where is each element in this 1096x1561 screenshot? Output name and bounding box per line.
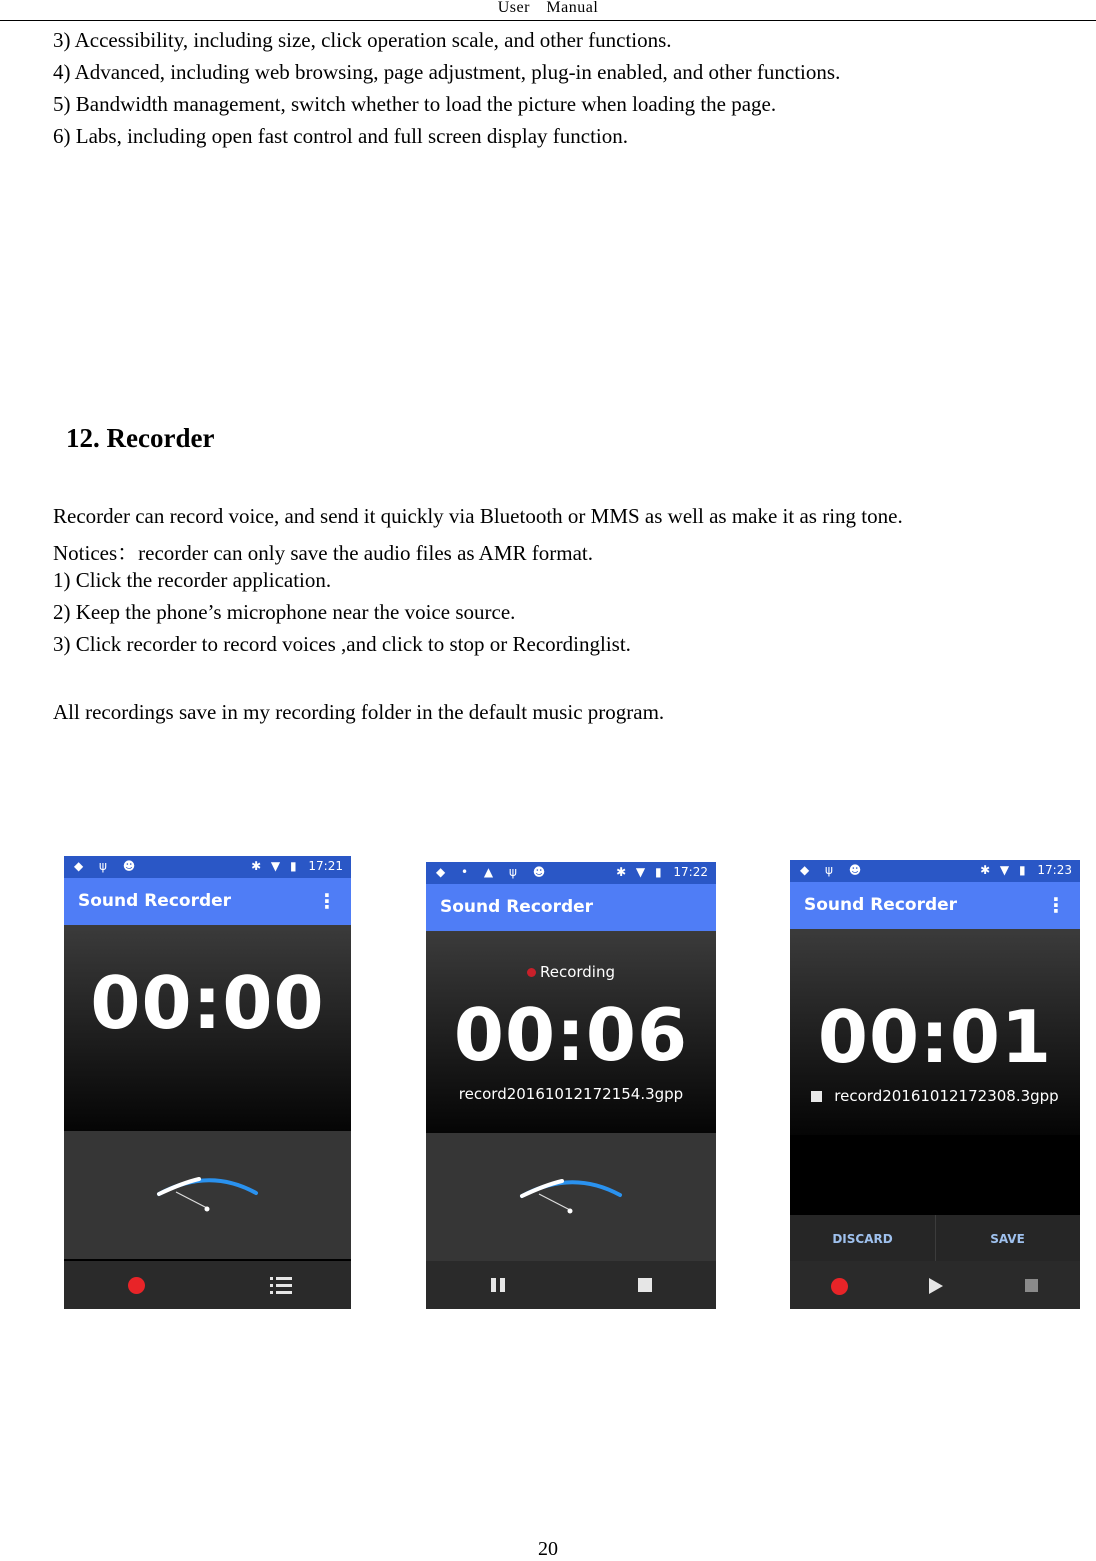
app-title: Sound Recorder: [78, 891, 232, 911]
app-bar: [64, 878, 351, 925]
recorder-step-3: 3) Click recorder to record voices ,and click to stop or Recordinglist.: [53, 632, 631, 656]
timer-display: 00:06: [453, 993, 689, 1077]
page-header: [0, 0, 1096, 21]
discard-save-bar: [790, 1215, 1080, 1263]
app-bar: [790, 882, 1080, 929]
pause-icon[interactable]: [491, 1278, 505, 1292]
status-bar: [426, 862, 716, 884]
notification-icons: ◆ ψ ☻: [74, 859, 142, 873]
recorder-notice: Notices：recorder can only save the audio files as AMR format.: [53, 541, 594, 565]
section-title: 12. Recorder: [66, 423, 215, 453]
status-time: 17:22: [673, 865, 708, 879]
more-vert-icon[interactable]: ⋮: [1046, 893, 1066, 917]
level-meter-icon: [64, 1131, 351, 1259]
app-bar: [426, 884, 716, 931]
checkbox-icon[interactable]: [811, 1091, 822, 1102]
recorder-note: All recordings save in my recording folder in the default music program.: [53, 700, 665, 724]
app-title: Sound Recorder: [804, 895, 958, 915]
notification-icons: ◆ • ▲ ψ ☻: [436, 865, 552, 879]
discard-button[interactable]: DISCARD: [832, 1232, 893, 1246]
screenshot-stopped: [790, 860, 1080, 1309]
notification-icons: ◆ ψ ☻: [800, 863, 868, 877]
system-icons: ✱ ▼ ▮ 17:23: [980, 863, 1072, 877]
recording-label: Recording: [539, 963, 616, 981]
status-time: 17:23: [1037, 863, 1072, 877]
timer-area: [790, 929, 1080, 1135]
level-meter-panel: [426, 1133, 716, 1261]
more-vert-icon[interactable]: ⋮: [317, 889, 337, 913]
screenshot-recording: [426, 862, 716, 1309]
recording-dot-icon: [527, 968, 536, 977]
recorder-step-1: 1) Click the recorder application.: [53, 568, 332, 592]
browser-item-6: 6) Labs, including open fast control and full screen display function.: [53, 124, 629, 148]
header-left: User: [497, 0, 530, 16]
file-row: [790, 1087, 1080, 1105]
save-button[interactable]: SAVE: [990, 1232, 1025, 1246]
timer-area: [64, 925, 351, 1131]
file-name: record20161012172308.3gpp: [834, 1087, 1059, 1105]
control-bar: [64, 1261, 351, 1309]
status-bar: [64, 856, 351, 878]
browser-item-5: 5) Bandwidth management, switch whether to load the picture when loading the page.: [53, 92, 777, 116]
browser-item-3: 3) Accessibility, including size, click operation scale, and other functions.: [53, 28, 672, 52]
recorder-step-2: 2) Keep the phone’s microphone near the voice source.: [53, 600, 516, 624]
control-bar: [426, 1261, 716, 1309]
record-icon[interactable]: [128, 1277, 145, 1294]
record-icon[interactable]: [831, 1278, 848, 1295]
stop-icon[interactable]: [638, 1278, 652, 1292]
recorder-intro: Recorder can record voice, and send it quickly via Bluetooth or MMS as well as make it as ring tone.: [53, 504, 903, 528]
level-meter-panel: [64, 1131, 351, 1259]
stop-icon[interactable]: [1025, 1279, 1038, 1292]
timer-area: [426, 931, 716, 1133]
status-bar: [790, 860, 1080, 882]
page-number: 20: [538, 1538, 558, 1560]
control-bar: [790, 1261, 1080, 1309]
status-time: 17:21: [308, 859, 343, 873]
timer-display: 00:01: [817, 995, 1053, 1079]
browser-item-4: 4) Advanced, including web browsing, page adjustment, plug-in enabled, and other functions.: [53, 60, 841, 84]
list-icon[interactable]: [270, 1276, 292, 1294]
level-meter-icon: [426, 1133, 716, 1261]
recording-status: [426, 963, 716, 981]
screenshot-idle: [64, 856, 351, 1309]
system-icons: ✱ ▼ ▮ 17:22: [616, 865, 708, 879]
header-right: Manual: [546, 0, 599, 16]
system-icons: ✱ ▼ ▮ 17:21: [251, 859, 343, 873]
app-title: Sound Recorder: [440, 897, 594, 917]
file-name: record20161012172154.3gpp: [458, 1085, 684, 1103]
play-icon[interactable]: [929, 1278, 943, 1294]
timer-display: 00:00: [90, 961, 325, 1045]
empty-panel: [790, 1135, 1080, 1215]
